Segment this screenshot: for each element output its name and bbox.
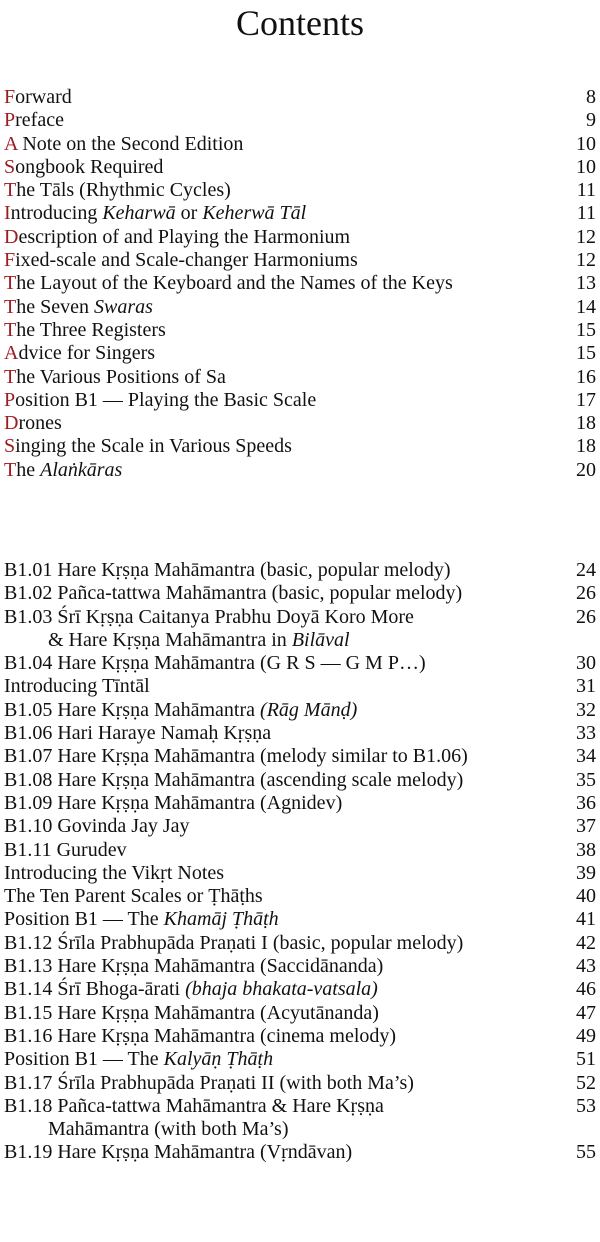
- page-number: 49: [576, 1024, 596, 1047]
- entry-title-text: Mahāmantra (with both Ma’s): [48, 1118, 289, 1141]
- entry-title-text: B1.15 Hare Kṛṣṇa Mahāmantra (Acyutānanda): [4, 1001, 379, 1024]
- entry-title-text: B1.09 Hare Kṛṣṇa Mahāmantra (Agnidev): [4, 791, 343, 814]
- entry-title-italic: (Rāg Mānḍ): [260, 698, 358, 721]
- entry-title-italic: Swaras: [93, 295, 153, 318]
- entry-title: [48, 629, 350, 652]
- page-number: 37: [576, 815, 596, 838]
- toc-entry: [4, 459, 596, 482]
- toc-entry: [4, 109, 596, 132]
- page-number: 40: [576, 885, 596, 908]
- page-number: 11: [576, 179, 596, 202]
- page-number: 12: [576, 225, 596, 248]
- entry-initial: T: [4, 295, 17, 318]
- toc-entry: [4, 722, 596, 745]
- entry-title-text: ntroducing: [10, 202, 103, 225]
- entry-title-text: he Three Registers: [16, 318, 166, 341]
- entry-initial: D: [4, 225, 19, 248]
- toc-entry: [4, 249, 596, 272]
- contents-section-1: [4, 86, 596, 482]
- entry-initial: S: [4, 435, 16, 458]
- toc-entry: [4, 839, 596, 862]
- toc-entry: [4, 389, 596, 412]
- entry-title: [4, 885, 263, 908]
- toc-entry: [4, 932, 596, 955]
- entry-initial: T: [4, 458, 17, 481]
- entry-initial: S: [4, 155, 16, 178]
- page-number: 11: [576, 202, 596, 225]
- page-number: 24: [576, 559, 596, 581]
- entry-title: [48, 1118, 289, 1141]
- entry-title: [4, 675, 150, 698]
- entry-title-text: orward: [15, 86, 72, 108]
- entry-title-text: B1.11 Gurudev: [4, 838, 127, 861]
- toc-entry: [4, 179, 596, 202]
- entry-title-text: dvice for Singers: [18, 342, 156, 365]
- toc-entry: [4, 792, 596, 815]
- toc-entry: [4, 319, 596, 342]
- entry-title-text: Position B1 — The: [4, 1048, 164, 1071]
- entry-title-text: The Ten Parent Scales or Ṭhāṭhs: [4, 885, 263, 908]
- entry-initial: P: [4, 388, 16, 411]
- entry-title: [4, 1141, 352, 1164]
- entry-title: [4, 156, 163, 179]
- entry-title-italic: Bilāval: [291, 628, 350, 651]
- page-number: 12: [576, 249, 596, 272]
- entry-title: [4, 1095, 384, 1118]
- toc-entry-continuation: [4, 1118, 596, 1141]
- toc-entry: [4, 699, 596, 722]
- entry-title-text: B1.12 Śrīla Prabhupāda Praṇati I (basic, popular melody): [4, 931, 464, 954]
- entry-title-text: B1.16 Hare Kṛṣṇa Mahāmantra (cinema melody): [4, 1024, 397, 1047]
- entry-title-text: B1.19 Hare Kṛṣṇa Mahāmantra (Vṛndāvan): [4, 1141, 353, 1164]
- entry-title-text: Position B1 — The: [4, 908, 164, 931]
- entry-title-text: B1.18 Pañca-tattwa Mahāmantra & Hare Kṛṣṇa: [4, 1094, 384, 1117]
- entry-title-text: Introducing the Vikṛt Notes: [4, 861, 225, 884]
- entry-title-text: B1.08 Hare Kṛṣṇa Mahāmantra (ascending scale melody): [4, 768, 464, 791]
- entry-title-text: osition B1 — Playing the Basic Scale: [15, 388, 317, 411]
- entry-title-text: B1.03 Śrī Kṛṣṇa Caitanya Prabhu Doyā Koro More: [4, 605, 414, 628]
- toc-entry: [4, 675, 596, 698]
- entry-title-text: B1.01 Hare Kṛṣṇa Mahāmantra (basic, popular melody): [4, 559, 451, 581]
- page-number: 26: [576, 582, 596, 605]
- entry-title: [4, 109, 64, 132]
- toc-entry: [4, 652, 596, 675]
- entry-initial: F: [4, 249, 16, 272]
- entry-title: [4, 1072, 414, 1095]
- entry-title-text: Note on the Second Edition: [17, 132, 244, 155]
- page-number: 53: [576, 1094, 596, 1117]
- entry-title-italic: Keherwā Tāl: [202, 202, 307, 225]
- page-number: 9: [586, 109, 596, 132]
- entry-title: [4, 955, 383, 978]
- entry-title-text: B1.04 Hare Kṛṣṇa Mahāmantra (G R S — G M P…): [4, 652, 426, 675]
- entry-title-text: B1.06 Hari Haraye Namaḥ Kṛṣṇa: [4, 722, 272, 745]
- entry-title: [4, 582, 462, 605]
- page-number: 52: [576, 1071, 596, 1094]
- toc-entry: [4, 86, 596, 109]
- entry-title-italic: Keharwā: [102, 202, 176, 225]
- page-number: 41: [576, 908, 596, 931]
- entry-title-text: ongbook Required: [15, 155, 164, 178]
- entry-title: [4, 412, 62, 435]
- toc-entry: [4, 908, 596, 931]
- page-number: 10: [576, 132, 596, 155]
- entry-title: [4, 839, 127, 862]
- toc-entry: [4, 582, 596, 605]
- entry-initial: I: [4, 202, 11, 225]
- entry-title: [4, 389, 316, 412]
- page-number: 26: [576, 605, 596, 628]
- entry-title-text: rones: [18, 412, 62, 435]
- page-number: 46: [576, 978, 596, 1001]
- toc-entry: [4, 745, 596, 768]
- page-number: 32: [576, 698, 596, 721]
- entry-initial: P: [4, 109, 16, 132]
- page-number: 13: [576, 272, 596, 295]
- entry-title-text: he Tāls (Rhythmic Cycles): [16, 179, 231, 202]
- entry-title-text: & Hare Kṛṣṇa Mahāmantra in: [48, 628, 292, 651]
- page-number: 38: [576, 838, 596, 861]
- toc-entry: [4, 559, 596, 582]
- entry-title: [4, 179, 231, 202]
- toc-entry: [4, 412, 596, 435]
- entry-initial: A: [4, 132, 18, 155]
- toc-entry: [4, 296, 596, 319]
- entry-title-italic: Kalyāṇ Ṭhāṭh: [163, 1048, 274, 1071]
- toc-entry: [4, 435, 596, 458]
- toc-entry: [4, 202, 596, 225]
- page-number: 42: [576, 931, 596, 954]
- entry-title: [4, 606, 414, 629]
- entry-initial: D: [4, 412, 19, 435]
- entry-title: [4, 133, 243, 156]
- entry-title-text: or: [175, 202, 203, 225]
- page-number: 18: [576, 435, 596, 458]
- toc-entry: [4, 862, 596, 885]
- entry-title: [4, 1025, 396, 1048]
- page-number: 15: [576, 342, 596, 365]
- entry-title-text: B1.17 Śrīla Prabhupāda Praṇati II (with both Ma’s): [4, 1071, 414, 1094]
- entry-title: [4, 792, 342, 815]
- entry-title: [4, 978, 378, 1001]
- entry-title: [4, 932, 463, 955]
- entry-title: [4, 1002, 379, 1025]
- page-number: 51: [576, 1048, 596, 1071]
- entry-title: [4, 249, 358, 272]
- entry-initial: T: [4, 318, 17, 341]
- contents-section-2: [4, 559, 596, 1165]
- toc-entry: [4, 1141, 596, 1164]
- entry-title: [4, 342, 155, 365]
- entry-title-text: B1.02 Pañca-tattwa Mahāmantra (basic, popular melody): [4, 582, 463, 605]
- page-number: 8: [586, 86, 596, 108]
- toc-entry: [4, 1072, 596, 1095]
- entry-initial: T: [4, 272, 17, 295]
- toc-entry: [4, 156, 596, 179]
- entry-title: [4, 202, 306, 225]
- toc-entry: [4, 1048, 596, 1071]
- page-number: 15: [576, 318, 596, 341]
- page-number: 43: [576, 955, 596, 978]
- toc-entry: [4, 769, 596, 792]
- toc-entry: [4, 342, 596, 365]
- entry-title-text: he Various Positions of Sa: [16, 365, 226, 388]
- toc-entry: [4, 606, 596, 629]
- page-number: 35: [576, 768, 596, 791]
- entry-initial: F: [4, 86, 16, 108]
- entry-title: [4, 226, 350, 249]
- entry-title-text: B1.10 Govinda Jay Jay: [4, 815, 190, 838]
- entry-title-text: B1.05 Hare Kṛṣṇa Mahāmantra: [4, 698, 261, 721]
- entry-title-italic: (bhaja bhakata-vatsala): [185, 978, 378, 1001]
- entry-title: [4, 272, 453, 295]
- entry-title-text: B1.07 Hare Kṛṣṇa Mahāmantra (melody similar to B1.06): [4, 745, 468, 768]
- entry-title-text: reface: [15, 109, 64, 132]
- entry-title: [4, 815, 190, 838]
- page-number: 16: [576, 365, 596, 388]
- page-number: 31: [576, 675, 596, 698]
- toc-entry: [4, 226, 596, 249]
- entry-initial: T: [4, 365, 17, 388]
- entry-title: [4, 296, 153, 319]
- page-number: 55: [576, 1141, 596, 1164]
- page-number: 14: [576, 295, 596, 318]
- page-number: 10: [576, 155, 596, 178]
- toc-entry: [4, 1025, 596, 1048]
- page-number: 30: [576, 652, 596, 675]
- entry-title: [4, 745, 468, 768]
- entry-title: [4, 699, 357, 722]
- entry-title-text: he Layout of the Keyboard and the Names of the Keys: [16, 272, 453, 295]
- entry-initial: T: [4, 179, 17, 202]
- page-number: 39: [576, 861, 596, 884]
- entry-title-text: escription of and Playing the Harmonium: [18, 225, 351, 248]
- entry-title-italic: Alaṅkāras: [40, 458, 123, 481]
- page-number: 34: [576, 745, 596, 768]
- entry-title: [4, 366, 226, 389]
- page-number: 36: [576, 791, 596, 814]
- toc-entry: [4, 272, 596, 295]
- toc-entry-continuation: [4, 629, 596, 652]
- entry-title: [4, 908, 279, 931]
- entry-title-text: Introducing Tīntāl: [4, 675, 150, 698]
- entry-title: [4, 1048, 273, 1071]
- entry-title-text: he Seven: [16, 295, 94, 318]
- toc-entry: [4, 1002, 596, 1025]
- page-number: 33: [576, 722, 596, 745]
- entry-title-italic: Khamāj Ṭhāṭh: [163, 908, 279, 931]
- toc-entry: [4, 815, 596, 838]
- page-number: 47: [576, 1001, 596, 1024]
- entry-title: [4, 862, 224, 885]
- toc-entry: [4, 955, 596, 978]
- entry-title: [4, 722, 271, 745]
- entry-title: [4, 559, 451, 582]
- entry-title-text: ixed-scale and Scale-changer Harmoniums: [15, 249, 358, 272]
- toc-entry: [4, 366, 596, 389]
- page-title: Contents: [235, 3, 364, 43]
- entry-title-text: B1.13 Hare Kṛṣṇa Mahāmantra (Saccidānanda): [4, 955, 384, 978]
- entry-initial: A: [4, 342, 19, 365]
- entry-title-text: B1.14 Śrī Bhoga-ārati: [4, 978, 186, 1001]
- page-number: 20: [576, 458, 596, 481]
- entry-title-text: inging the Scale in Various Speeds: [15, 435, 292, 458]
- page-number: 17: [576, 388, 596, 411]
- toc-entry: [4, 978, 596, 1001]
- entry-title: [4, 86, 72, 109]
- toc-entry: [4, 885, 596, 908]
- toc-entry: [4, 1095, 596, 1118]
- entry-title: [4, 435, 292, 458]
- entry-title: [4, 459, 122, 482]
- entry-title: [4, 769, 463, 792]
- page-number: 18: [576, 412, 596, 435]
- toc-entry: [4, 133, 596, 156]
- entry-title: [4, 652, 426, 675]
- entry-title: [4, 319, 166, 342]
- entry-title-text: he: [16, 458, 41, 481]
